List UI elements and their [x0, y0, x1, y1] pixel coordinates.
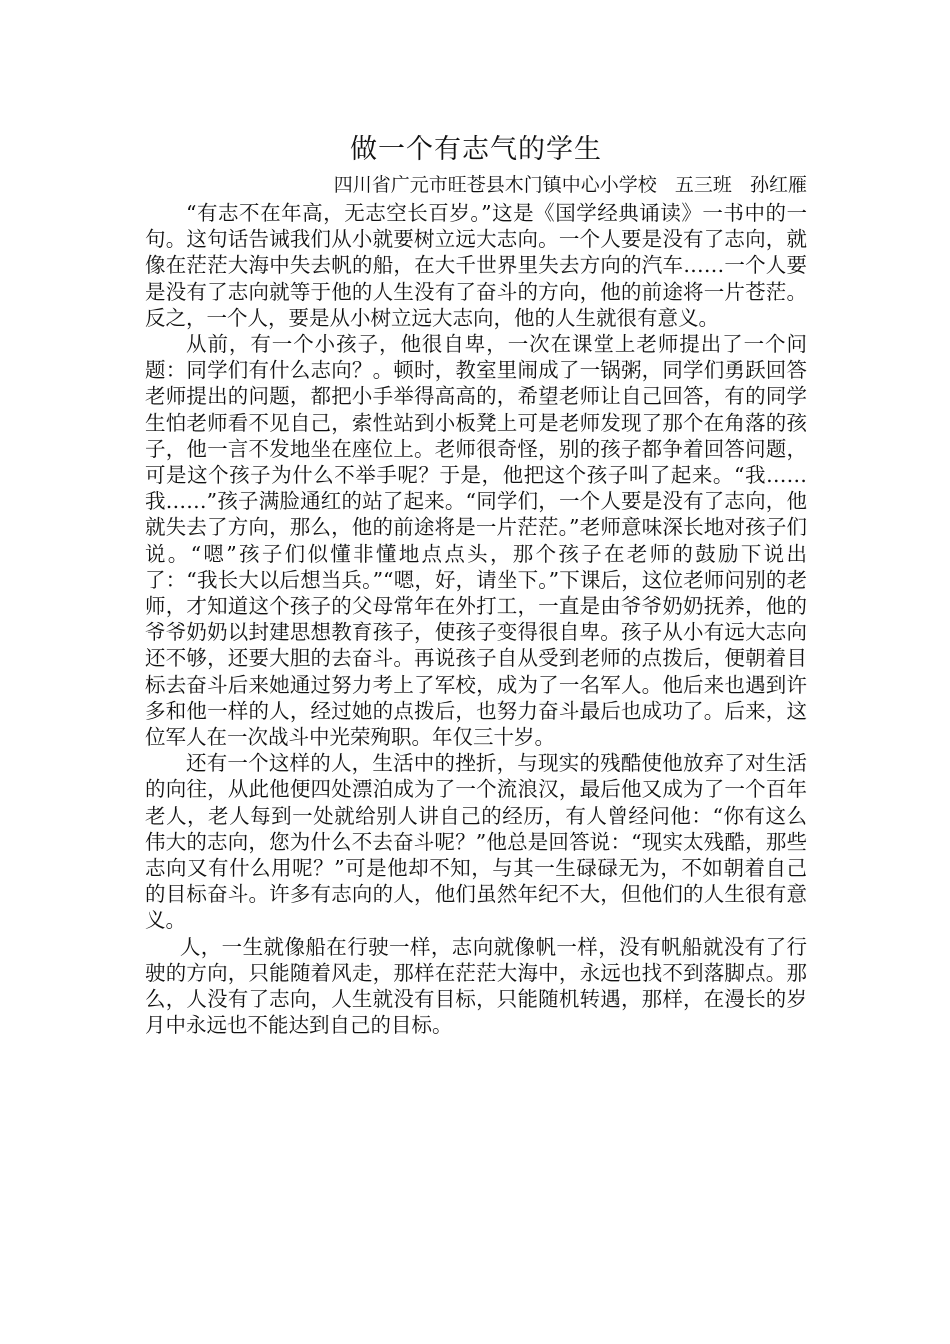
paragraph-2: 从前，有一个小孩子，他很自卑，一次在课堂上老师提出了一个问题：同学们有什么志向？。顿时，教室里闹成了一锅粥，同学们勇跃回答老师提出的问题，都把小手举得高高的，希望老师让自己回答，有的同学生怕老师看不见自己，索性站到小板凳上可是老师发现了那个在角落的孩子，他一言不发地坐在座位上。老师很奇怪，别的孩子都争着回答问题，可是这个孩子为什么不举手呢？于是，他把这个孩子叫了起来。“我……我……”孩子满脸通红的站了起来。“同学们，一个人要是没有了志向，他就失去了方向，那么，他的前途将是一片茫茫。”老师意味深长地对孩子们说。“嗯”孩子们似懂非懂地点点头，那个孩子在老师的鼓励下说出了：“我长大以后想当兵。”“嗯，好，请坐下。”下课后，这位老师问别的老师，才知道这个孩子的父母常年在外打工，一直是由爷爷奶奶抚养，他的爷爷奶奶以封建思想教育孩子，使孩子变得很自卑。孩子从小有远大志向还不够，还要大胆的去奋斗。再说孩子自从受到老师的点拨后，便朝着目标去奋斗后来她通过努力考上了军校，成为了一名军人。他后来也遇到许多和他一样的人，经过她的点拨后，也努力奋斗最后也成功了。后来，这位军人在一次战斗中光荣殉职。年仅三十岁。 — [145, 332, 807, 750]
paragraph-3: 还有一个这样的人，生活中的挫折，与现实的残酷使他放弃了对生活的向往，从此他便四处漂泊成为了一个流浪汉，最后他又成为了一个百年老人，老人每到一处就给别人讲自己的经历，有人曾经问他：“你有这么伟大的志向，您为什么不去奋斗呢？”他总是回答说：“现实太残酷，那些志向又有什么用呢？”可是他却不知，与其一生碌碌无为，不如朝着自己的目标奋斗。许多有志向的人，他们虽然年纪不大，但他们的人生很有意义。 — [145, 751, 807, 933]
paragraph-1: “有志不在年高，无志空长百岁。”这是《国学经典诵读》一书中的一句。这句话告诫我们从小就要树立远大志向。一个人要是没有了志向，就像在茫茫大海中失去帆的船，在大千世界里失去方向的汽车……一个人要是没有了志向就等于他的人生没有了奋斗的方向，他的前途将一片苍茫。反之，一个人，要是从小树立远大志向，他的人生就很有意义。 — [145, 201, 807, 330]
paragraph-4: 人，一生就像船在行驶一样，志向就像帆一样，没有帆船就没有了行驶的方向，只能随着风走，那样在茫茫大海中，永远也找不到落脚点。那么，人没有了志向，人生就没有目标，只能随机转遇，那样，在漫长的岁月中永远也不能达到自己的目标。 — [145, 934, 807, 1038]
document-page — [145, 128, 807, 1039]
author-byline: 四川省广元市旺苍县木门镇中心小学校 五三班 孙红雁 — [333, 174, 807, 196]
document-title: 做一个有志气的学生 — [350, 134, 602, 165]
